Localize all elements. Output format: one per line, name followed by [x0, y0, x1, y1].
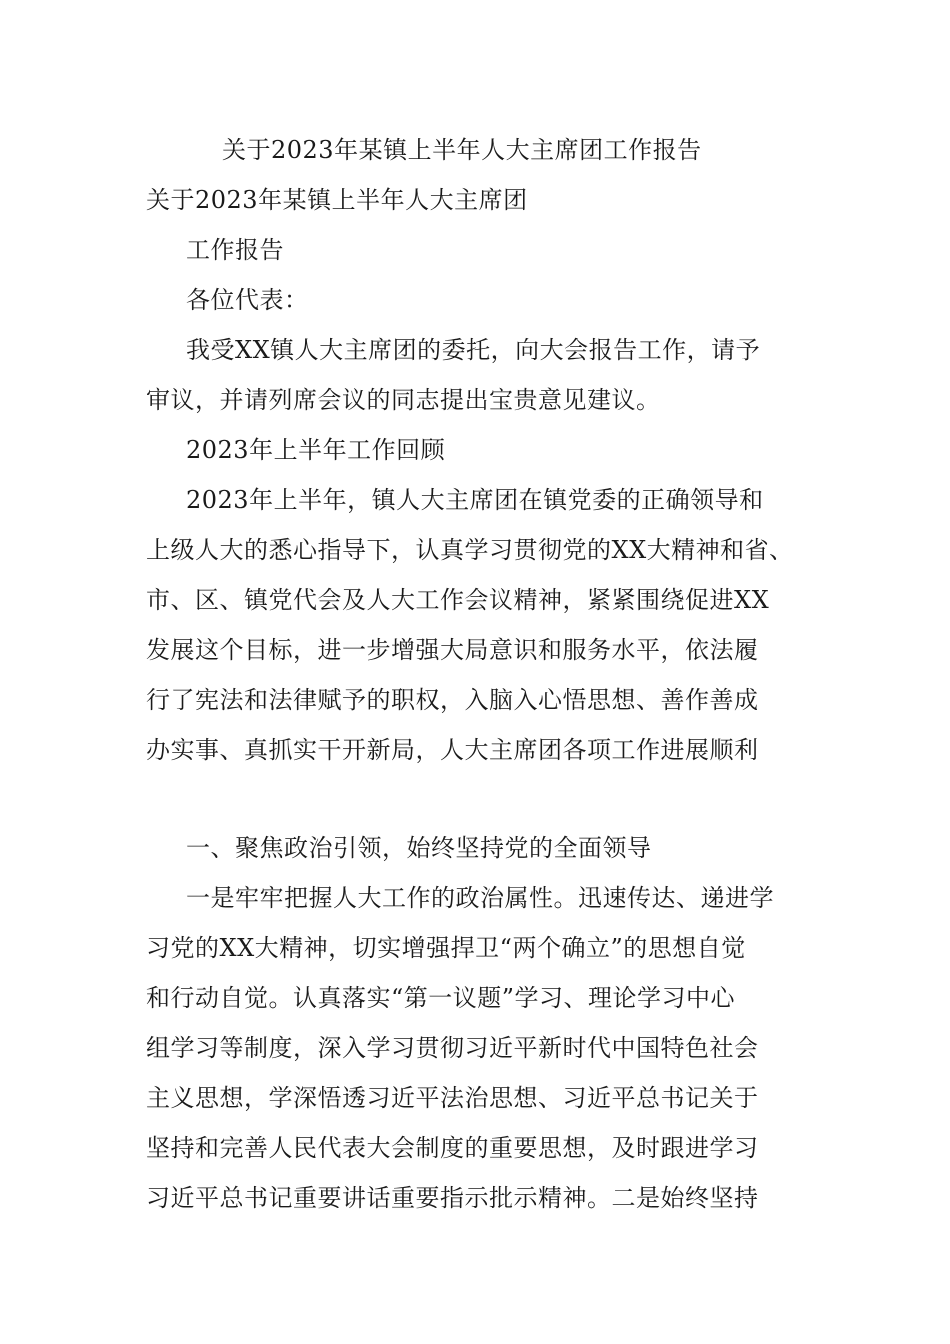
review-line-3: 市、区、镇党代会及人大工作会议精神，紧紧围绕促进XX	[146, 586, 770, 614]
report-heading-line-1: 关于2023年某镇上半年人大主席团	[146, 186, 528, 214]
section-heading-1: 一、聚焦政治引领，始终坚持党的全面领导	[186, 834, 652, 862]
section1-line-6: 坚持和完善人民代表大会制度的重要思想，及时跟进学习	[146, 1134, 759, 1162]
document-title: 关于2023年某镇上半年人大主席团工作报告	[222, 136, 702, 164]
salutation: 各位代表：	[186, 286, 309, 314]
section1-line-4: 组学习等制度，深入学习贯彻习近平新时代中国特色社会	[146, 1034, 759, 1062]
section1-line-5: 主义思想，学深悟透习近平法治思想、习近平总书记关于	[146, 1084, 759, 1112]
review-line-5: 行了宪法和法律赋予的职权，入脑入心悟思想、善作善成	[146, 686, 759, 714]
section1-line-3: 和行动自觉。认真落实“第一议题”学习、理论学习中心	[146, 984, 736, 1012]
report-heading-line-2: 工作报告	[186, 236, 284, 264]
intro-line-1: 我受XX镇人大主席团的委托，向大会报告工作，请予	[186, 336, 761, 364]
section1-line-2: 习党的XX大精神，切实增强捍卫“两个确立”的思想自觉	[146, 934, 746, 962]
review-line-2: 上级人大的悉心指导下，认真学习贯彻党的XX大精神和省、	[146, 536, 794, 564]
review-line-4: 发展这个目标，进一步增强大局意识和服务水平，依法履	[146, 636, 759, 664]
section-heading-review: 2023年上半年工作回顾	[186, 436, 446, 464]
intro-line-2: 审议，并请列席会议的同志提出宝贵意见建议。	[146, 386, 661, 414]
section1-line-7: 习近平总书记重要讲话重要指示批示精神。二是始终坚持	[146, 1184, 759, 1212]
section1-line-1: 一是牢牢把握人大工作的政治属性。迅速传达、递进学	[186, 884, 774, 912]
review-line-6: 办实事、真抓实干开新局，人大主席团各项工作进展顺利	[146, 736, 759, 764]
review-line-1: 2023年上半年，镇人大主席团在镇党委的正确领导和	[186, 486, 764, 514]
